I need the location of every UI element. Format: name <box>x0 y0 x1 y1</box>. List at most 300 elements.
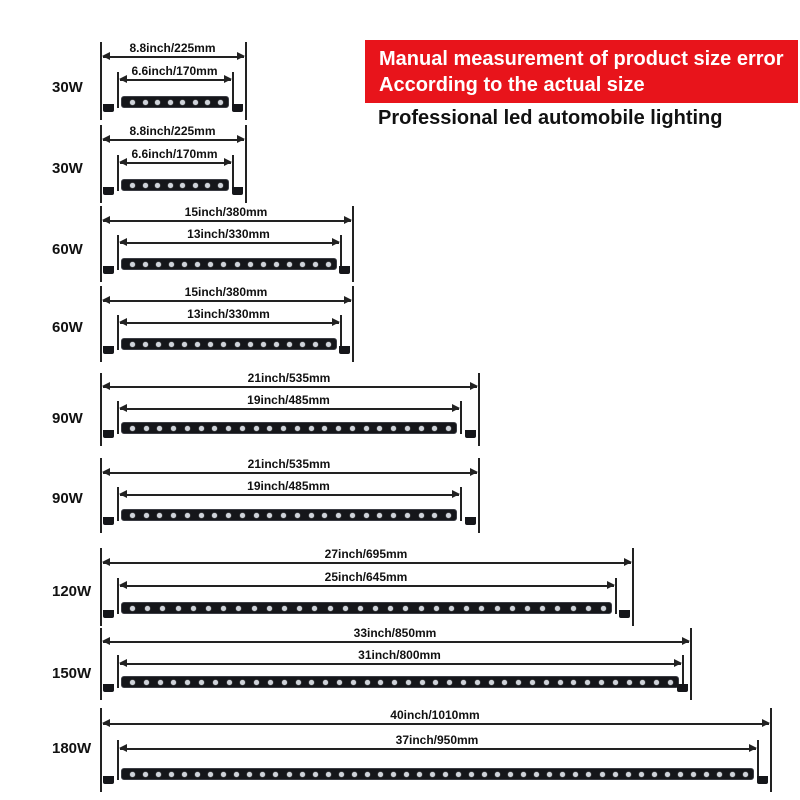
outer-right-extension-line <box>478 458 480 533</box>
led-lens <box>322 426 327 431</box>
bar-length-label: 31inch/800mm <box>358 648 441 662</box>
outer-right-extension-line <box>770 708 772 792</box>
led-lens <box>130 100 135 105</box>
overall-length-arrow <box>103 139 244 141</box>
led-lens <box>261 262 266 267</box>
led-lens <box>364 426 369 431</box>
wattage-label: 30W <box>52 79 83 96</box>
led-lens <box>130 342 135 347</box>
led-lens <box>226 513 231 518</box>
led-lens <box>350 513 355 518</box>
overall-length-arrow <box>103 723 769 725</box>
led-lens <box>521 772 526 777</box>
led-lens <box>475 680 480 685</box>
bar-length-label: 13inch/330mm <box>187 307 270 321</box>
led-lens <box>489 680 494 685</box>
led-lens <box>430 772 435 777</box>
banner-line-1: Manual measurement of product size error <box>379 48 784 70</box>
bar-length-arrow <box>120 663 681 665</box>
led-lens <box>419 426 424 431</box>
led-lens <box>743 772 748 777</box>
mounting-bracket-right <box>619 610 630 618</box>
led-lens <box>391 426 396 431</box>
led-lens <box>143 183 148 188</box>
led-light-bar <box>121 509 457 521</box>
overall-length-label: 40inch/1010mm <box>390 708 480 722</box>
led-lens <box>155 183 160 188</box>
overall-length-arrow <box>103 386 477 388</box>
led-lens <box>326 772 331 777</box>
banner-line-2: According to the actual size <box>379 74 645 96</box>
led-lens <box>206 606 211 611</box>
bar-length-arrow <box>120 494 459 496</box>
led-lens <box>626 772 631 777</box>
bar-length-label: 19inch/485mm <box>247 479 330 493</box>
mounting-bracket-right <box>339 346 350 354</box>
led-lens <box>287 772 292 777</box>
led-lens <box>502 680 507 685</box>
led-lens <box>185 680 190 685</box>
led-lens <box>168 183 173 188</box>
wattage-label: 60W <box>52 319 83 336</box>
led-lens <box>419 513 424 518</box>
led-lens <box>226 426 231 431</box>
led-lens <box>405 513 410 518</box>
outer-right-extension-line <box>352 286 354 362</box>
bar-length-arrow <box>120 322 339 324</box>
led-lens <box>508 772 513 777</box>
led-lens <box>461 680 466 685</box>
led-lens <box>652 772 657 777</box>
led-lens <box>208 262 213 267</box>
led-lens <box>234 772 239 777</box>
mounting-bracket-left <box>103 684 114 692</box>
bar-length-label: 25inch/645mm <box>324 570 408 584</box>
led-lens <box>432 513 437 518</box>
led-lens <box>449 606 454 611</box>
led-lens <box>571 680 576 685</box>
led-lens <box>240 680 245 685</box>
product-row <box>0 548 800 626</box>
led-lens <box>433 680 438 685</box>
led-lens <box>300 342 305 347</box>
led-lens <box>600 772 605 777</box>
led-lens <box>185 426 190 431</box>
led-lens <box>171 426 176 431</box>
mounting-bracket-left <box>103 346 114 354</box>
mounting-bracket-right <box>465 430 476 438</box>
inner-right-extension-line <box>460 401 462 434</box>
led-lens <box>525 606 530 611</box>
led-lens <box>432 426 437 431</box>
led-lens <box>300 262 305 267</box>
led-lens <box>193 183 198 188</box>
bar-length-arrow <box>120 162 231 164</box>
wattage-label: 30W <box>52 160 83 177</box>
overall-length-arrow <box>103 56 244 58</box>
led-lens <box>143 342 148 347</box>
overall-length-arrow <box>103 641 689 643</box>
led-lens <box>155 100 160 105</box>
overall-length-label: 27inch/695mm <box>324 547 408 561</box>
led-lens <box>274 262 279 267</box>
led-lens <box>268 680 273 685</box>
led-lens <box>300 772 305 777</box>
led-lens <box>378 772 383 777</box>
overall-length-arrow <box>103 562 631 564</box>
led-lens <box>281 426 286 431</box>
led-lens <box>469 772 474 777</box>
led-lens <box>213 680 218 685</box>
bar-length-label: 37inch/950mm <box>395 733 479 747</box>
wattage-label: 90W <box>52 490 83 507</box>
led-lens <box>704 772 709 777</box>
led-lens <box>273 772 278 777</box>
led-lens <box>254 426 259 431</box>
led-lens <box>195 262 200 267</box>
led-lens <box>601 606 606 611</box>
led-lens <box>540 606 545 611</box>
led-lens <box>168 100 173 105</box>
led-lens <box>158 680 163 685</box>
led-lens <box>665 772 670 777</box>
led-lens <box>464 606 469 611</box>
led-lens <box>585 680 590 685</box>
led-lens <box>309 680 314 685</box>
led-light-bar <box>121 676 679 688</box>
led-lens <box>613 772 618 777</box>
led-lens <box>180 183 185 188</box>
led-lens <box>296 680 301 685</box>
led-lens <box>218 100 223 105</box>
led-lens <box>157 426 162 431</box>
led-lens <box>403 606 408 611</box>
mounting-bracket-right <box>232 104 243 112</box>
led-lens <box>639 772 644 777</box>
outer-right-extension-line <box>352 206 354 282</box>
led-lens <box>365 772 370 777</box>
led-lens <box>287 342 292 347</box>
led-lens <box>208 772 213 777</box>
led-lens <box>364 513 369 518</box>
wattage-label: 60W <box>52 241 83 258</box>
led-lens <box>195 342 200 347</box>
mounting-bracket-right <box>757 776 768 784</box>
led-lens <box>613 680 618 685</box>
led-lens <box>208 342 213 347</box>
led-lens <box>358 606 363 611</box>
mounting-bracket-left <box>103 776 114 784</box>
led-lens <box>586 772 591 777</box>
product-row <box>0 286 800 362</box>
led-lens <box>337 680 342 685</box>
inner-right-extension-line <box>615 578 617 614</box>
led-lens <box>339 772 344 777</box>
led-lens <box>267 606 272 611</box>
led-lens <box>530 680 535 685</box>
led-light-bar <box>121 768 754 780</box>
led-lens <box>199 513 204 518</box>
led-lens <box>195 772 200 777</box>
led-lens <box>297 606 302 611</box>
led-lens <box>156 262 161 267</box>
led-lens <box>143 262 148 267</box>
led-lens <box>479 606 484 611</box>
led-lens <box>417 772 422 777</box>
led-lens <box>326 262 331 267</box>
led-lens <box>282 606 287 611</box>
outer-right-extension-line <box>478 373 480 446</box>
led-lens <box>516 680 521 685</box>
wattage-label: 90W <box>52 410 83 427</box>
led-lens <box>169 772 174 777</box>
mounting-bracket-left <box>103 187 114 195</box>
led-lens <box>267 513 272 518</box>
led-lens <box>405 426 410 431</box>
led-light-bar <box>121 602 612 614</box>
led-lens <box>456 772 461 777</box>
led-lens <box>313 342 318 347</box>
led-lens <box>157 513 162 518</box>
led-lens <box>182 342 187 347</box>
overall-length-arrow <box>103 300 351 302</box>
led-lens <box>205 183 210 188</box>
led-lens <box>193 100 198 105</box>
led-light-bar <box>121 96 229 108</box>
product-row <box>0 206 800 282</box>
led-lens <box>391 772 396 777</box>
mounting-bracket-right <box>232 187 243 195</box>
wattage-label: 120W <box>52 583 92 600</box>
bar-length-label: 13inch/330mm <box>187 227 270 241</box>
product-row <box>0 373 800 446</box>
led-lens <box>205 100 210 105</box>
led-lens <box>691 772 696 777</box>
led-lens <box>143 100 148 105</box>
led-lens <box>185 513 190 518</box>
led-lens <box>495 606 500 611</box>
outer-right-extension-line <box>245 125 247 203</box>
led-lens <box>240 513 245 518</box>
led-lens <box>510 606 515 611</box>
led-lens <box>573 772 578 777</box>
product-row <box>0 42 800 120</box>
led-lens <box>212 426 217 431</box>
wattage-label: 150W <box>52 665 92 682</box>
led-lens <box>248 342 253 347</box>
led-lens <box>156 342 161 347</box>
led-lens <box>171 513 176 518</box>
led-lens <box>560 772 565 777</box>
led-lens <box>328 606 333 611</box>
led-lens <box>260 772 265 777</box>
bar-length-arrow <box>120 79 231 81</box>
led-lens <box>191 606 196 611</box>
bar-length-arrow <box>120 585 614 587</box>
led-lens <box>420 680 425 685</box>
led-lens <box>309 513 314 518</box>
mounting-bracket-right <box>677 684 688 692</box>
bar-length-label: 6.6inch/170mm <box>131 147 218 161</box>
led-lens <box>156 772 161 777</box>
led-lens <box>218 183 223 188</box>
led-lens <box>654 680 659 685</box>
inner-right-extension-line <box>340 235 342 270</box>
led-lens <box>180 100 185 105</box>
led-lens <box>221 342 226 347</box>
led-lens <box>176 606 181 611</box>
led-lens <box>406 680 411 685</box>
led-lens <box>254 680 259 685</box>
led-lens <box>730 772 735 777</box>
led-lens <box>252 606 257 611</box>
tagline: Professional led automobile lighting <box>378 107 723 129</box>
outer-right-extension-line <box>690 628 692 700</box>
led-lens <box>627 680 632 685</box>
led-lens <box>446 513 451 518</box>
product-row <box>0 125 800 203</box>
led-lens <box>547 772 552 777</box>
led-lens <box>586 606 591 611</box>
overall-length-label: 21inch/535mm <box>247 371 331 385</box>
led-lens <box>534 772 539 777</box>
led-lens <box>144 426 149 431</box>
led-lens <box>558 680 563 685</box>
mounting-bracket-left <box>103 517 114 525</box>
led-lens <box>378 680 383 685</box>
led-lens <box>169 342 174 347</box>
led-lens <box>323 680 328 685</box>
led-lens <box>599 680 604 685</box>
led-lens <box>171 680 176 685</box>
led-lens <box>336 513 341 518</box>
overall-length-label: 15inch/380mm <box>184 285 268 299</box>
led-lens <box>443 772 448 777</box>
led-lens <box>313 772 318 777</box>
bar-length-label: 19inch/485mm <box>247 393 330 407</box>
led-lens <box>313 262 318 267</box>
product-row <box>0 628 800 700</box>
led-lens <box>295 513 300 518</box>
led-lens <box>221 262 226 267</box>
overall-length-label: 8.8inch/225mm <box>129 41 216 55</box>
led-lens <box>351 680 356 685</box>
led-lens <box>668 680 673 685</box>
led-lens <box>145 606 150 611</box>
led-lens <box>144 680 149 685</box>
led-lens <box>235 342 240 347</box>
overall-length-label: 8.8inch/225mm <box>129 124 216 138</box>
led-lens <box>678 772 683 777</box>
led-lens <box>640 680 645 685</box>
led-lens <box>281 513 286 518</box>
wattage-label: 180W <box>52 740 92 757</box>
led-lens <box>247 772 252 777</box>
bar-length-label: 6.6inch/170mm <box>131 64 218 78</box>
led-lens <box>326 342 331 347</box>
outer-right-extension-line <box>245 42 247 120</box>
led-lens <box>212 513 217 518</box>
bar-length-arrow <box>120 408 459 410</box>
led-lens <box>482 772 487 777</box>
led-lens <box>182 772 187 777</box>
led-lens <box>295 426 300 431</box>
led-lens <box>495 772 500 777</box>
led-lens <box>274 342 279 347</box>
led-lens <box>160 606 165 611</box>
led-lens <box>240 426 245 431</box>
led-lens <box>199 426 204 431</box>
led-lens <box>261 342 266 347</box>
bar-length-arrow <box>120 748 756 750</box>
overall-length-label: 15inch/380mm <box>184 205 268 219</box>
led-lens <box>377 513 382 518</box>
product-row <box>0 458 800 533</box>
outer-right-extension-line <box>632 548 634 626</box>
led-light-bar <box>121 422 457 434</box>
led-lens <box>388 606 393 611</box>
led-lens <box>350 426 355 431</box>
led-lens <box>373 606 378 611</box>
led-lens <box>419 606 424 611</box>
mounting-bracket-left <box>103 104 114 112</box>
product-row <box>0 708 800 792</box>
led-lens <box>143 772 148 777</box>
led-lens <box>130 606 135 611</box>
led-lens <box>169 262 174 267</box>
inner-right-extension-line <box>340 315 342 350</box>
led-lens <box>227 680 232 685</box>
led-lens <box>365 680 370 685</box>
led-lens <box>392 680 397 685</box>
led-lens <box>267 426 272 431</box>
led-light-bar <box>121 258 337 270</box>
led-lens <box>130 680 135 685</box>
overall-length-label: 33inch/850mm <box>353 626 437 640</box>
led-lens <box>248 262 253 267</box>
led-lens <box>130 772 135 777</box>
mounting-bracket-left <box>103 610 114 618</box>
led-lens <box>352 772 357 777</box>
led-lens <box>446 426 451 431</box>
overall-length-arrow <box>103 472 477 474</box>
inner-right-extension-line <box>757 740 759 780</box>
led-light-bar <box>121 338 337 350</box>
led-lens <box>377 426 382 431</box>
led-lens <box>434 606 439 611</box>
mounting-bracket-right <box>465 517 476 525</box>
led-lens <box>130 426 135 431</box>
led-lens <box>235 262 240 267</box>
overall-length-label: 21inch/535mm <box>247 457 331 471</box>
led-lens <box>236 606 241 611</box>
led-lens <box>312 606 317 611</box>
bar-length-arrow <box>120 242 339 244</box>
led-lens <box>130 183 135 188</box>
inner-right-extension-line <box>232 155 234 191</box>
led-lens <box>309 426 314 431</box>
overall-length-arrow <box>103 220 351 222</box>
led-lens <box>336 426 341 431</box>
led-lens <box>322 513 327 518</box>
led-lens <box>221 772 226 777</box>
inner-right-extension-line <box>232 72 234 108</box>
led-light-bar <box>121 179 229 191</box>
mounting-bracket-left <box>103 430 114 438</box>
inner-right-extension-line <box>460 487 462 521</box>
led-lens <box>130 513 135 518</box>
led-lens <box>144 513 149 518</box>
